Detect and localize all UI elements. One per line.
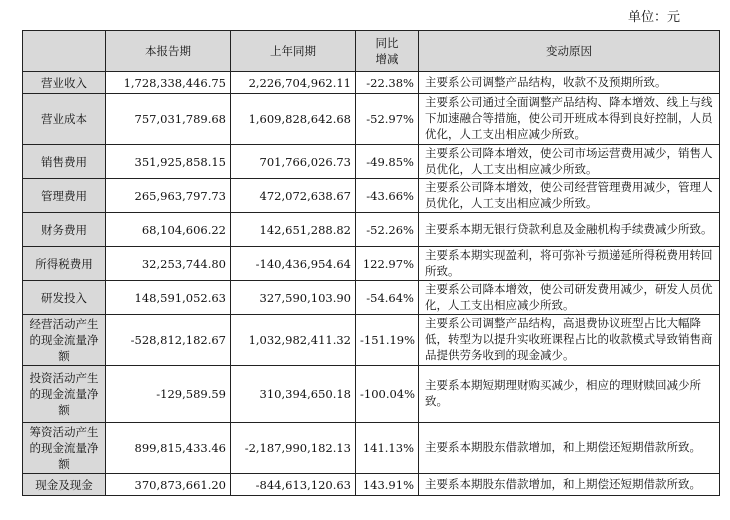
row-change: -52.26% (356, 213, 419, 247)
row-reason: 主要系公司降本增效，使公司研发费用减少，研发人员优化，人工支出相应减少所致。 (419, 281, 720, 315)
row-reason: 主要系本期股东借款增加，和上期偿还短期借款所致。 (419, 474, 720, 496)
row-change: -43.66% (356, 179, 419, 213)
row-item: 销售费用 (23, 145, 106, 179)
row-change: 143.91% (356, 474, 419, 496)
header-prior-period: 上年同期 (231, 31, 356, 72)
row-current: 370,873,661.20 (106, 474, 231, 496)
row-prior: 2,226,704,962.11 (231, 72, 356, 94)
row-prior: 142,651,288.82 (231, 213, 356, 247)
row-reason: 主要系本期无银行贷款利息及金融机构手续费减少所致。 (419, 213, 720, 247)
row-change: 122.97% (356, 247, 419, 281)
table-row (23, 179, 720, 213)
row-prior: 310,394,650.18 (231, 366, 356, 423)
row-reason: 主要系本期实现盈利，将可弥补亏损递延所得税费用转回所致。 (419, 247, 720, 281)
row-current: 68,104,606.22 (106, 213, 231, 247)
row-prior: 472,072,638.67 (231, 179, 356, 213)
row-reason: 主要系公司降本增效，使公司市场运营费用减少，销售人员优化，人工支出相应减少所致。 (419, 145, 720, 179)
row-current: 899,815,433.46 (106, 423, 231, 474)
row-current: 1,728,338,446.75 (106, 72, 231, 94)
table-row (23, 366, 720, 423)
header-change-line2: 增减 (375, 52, 399, 66)
row-current: 757,031,789.68 (106, 94, 231, 145)
row-item: 研发投入 (23, 281, 106, 315)
header-current-period: 本报告期 (106, 31, 231, 72)
row-change: -54.64% (356, 281, 419, 315)
header-change-line1: 同比 (375, 36, 399, 50)
row-current: 148,591,052.63 (106, 281, 231, 315)
row-prior: -140,436,954.64 (231, 247, 356, 281)
table-row (23, 474, 720, 496)
unit-label: 单位：元 (628, 10, 681, 25)
row-change: -22.38% (356, 72, 419, 94)
row-item: 经营活动产生的现金流量净额 (23, 315, 106, 366)
table-row (23, 72, 720, 94)
table-row (23, 145, 720, 179)
financial-changes-table (22, 30, 720, 496)
row-change: -100.04% (356, 366, 419, 423)
row-current: 32,253,744.80 (106, 247, 231, 281)
row-item: 所得税费用 (23, 247, 106, 281)
row-prior: 1,609,828,642.68 (231, 94, 356, 145)
table-row (23, 213, 720, 247)
row-change: -52.97% (356, 94, 419, 145)
row-current: 265,963,797.73 (106, 179, 231, 213)
row-item: 营业收入 (23, 72, 106, 94)
row-current: -528,812,182.67 (106, 315, 231, 366)
row-reason: 主要系本期短期理财购买减少，相应的理财赎回减少所致。 (419, 366, 720, 423)
table-row (23, 281, 720, 315)
row-reason: 主要系公司调整产品结构，收款不及预期所致。 (419, 72, 720, 94)
row-item: 财务费用 (23, 213, 106, 247)
row-item: 筹资活动产生的现金流量净额 (23, 423, 106, 474)
row-change: -151.19% (356, 315, 419, 366)
row-reason: 主要系公司通过全面调整产品结构、降本增效、线上与线下加速融合等措施，使公司开班成本得到良好控制，人员优化，人工支出相应减少所致。 (419, 94, 720, 145)
row-prior: -844,613,120.63 (231, 474, 356, 496)
row-change: 141.13% (356, 423, 419, 474)
row-reason: 主要系公司降本增效，使公司经营管理费用减少，管理人员优化，人工支出相应减少所致。 (419, 179, 720, 213)
row-change: -49.85% (356, 145, 419, 179)
table-row (23, 315, 720, 366)
header-yoy-change (356, 31, 419, 72)
table-row (23, 247, 720, 281)
row-current: -129,589.59 (106, 366, 231, 423)
row-prior: 327,590,103.90 (231, 281, 356, 315)
row-reason: 主要系本期股东借款增加，和上期偿还短期借款所致。 (419, 423, 720, 474)
row-prior: -2,187,990,182.13 (231, 423, 356, 474)
header-change-reason: 变动原因 (419, 31, 720, 72)
header-row (23, 31, 720, 72)
row-item: 管理费用 (23, 179, 106, 213)
header-item (23, 31, 106, 72)
row-prior: 1,032,982,411.32 (231, 315, 356, 366)
row-item: 现金及现金 (23, 474, 106, 496)
row-current: 351,925,858.15 (106, 145, 231, 179)
table-row (23, 94, 720, 145)
row-item: 投资活动产生的现金流量净额 (23, 366, 106, 423)
row-item: 营业成本 (23, 94, 106, 145)
row-prior: 701,766,026.73 (231, 145, 356, 179)
table-row (23, 423, 720, 474)
row-reason: 主要系公司调整产品结构，高退费协议班型占比大幅降低，转型为以提升实收班课程占比的收款模式导致销售商品提供劳务收到的现金减少。 (419, 315, 720, 366)
